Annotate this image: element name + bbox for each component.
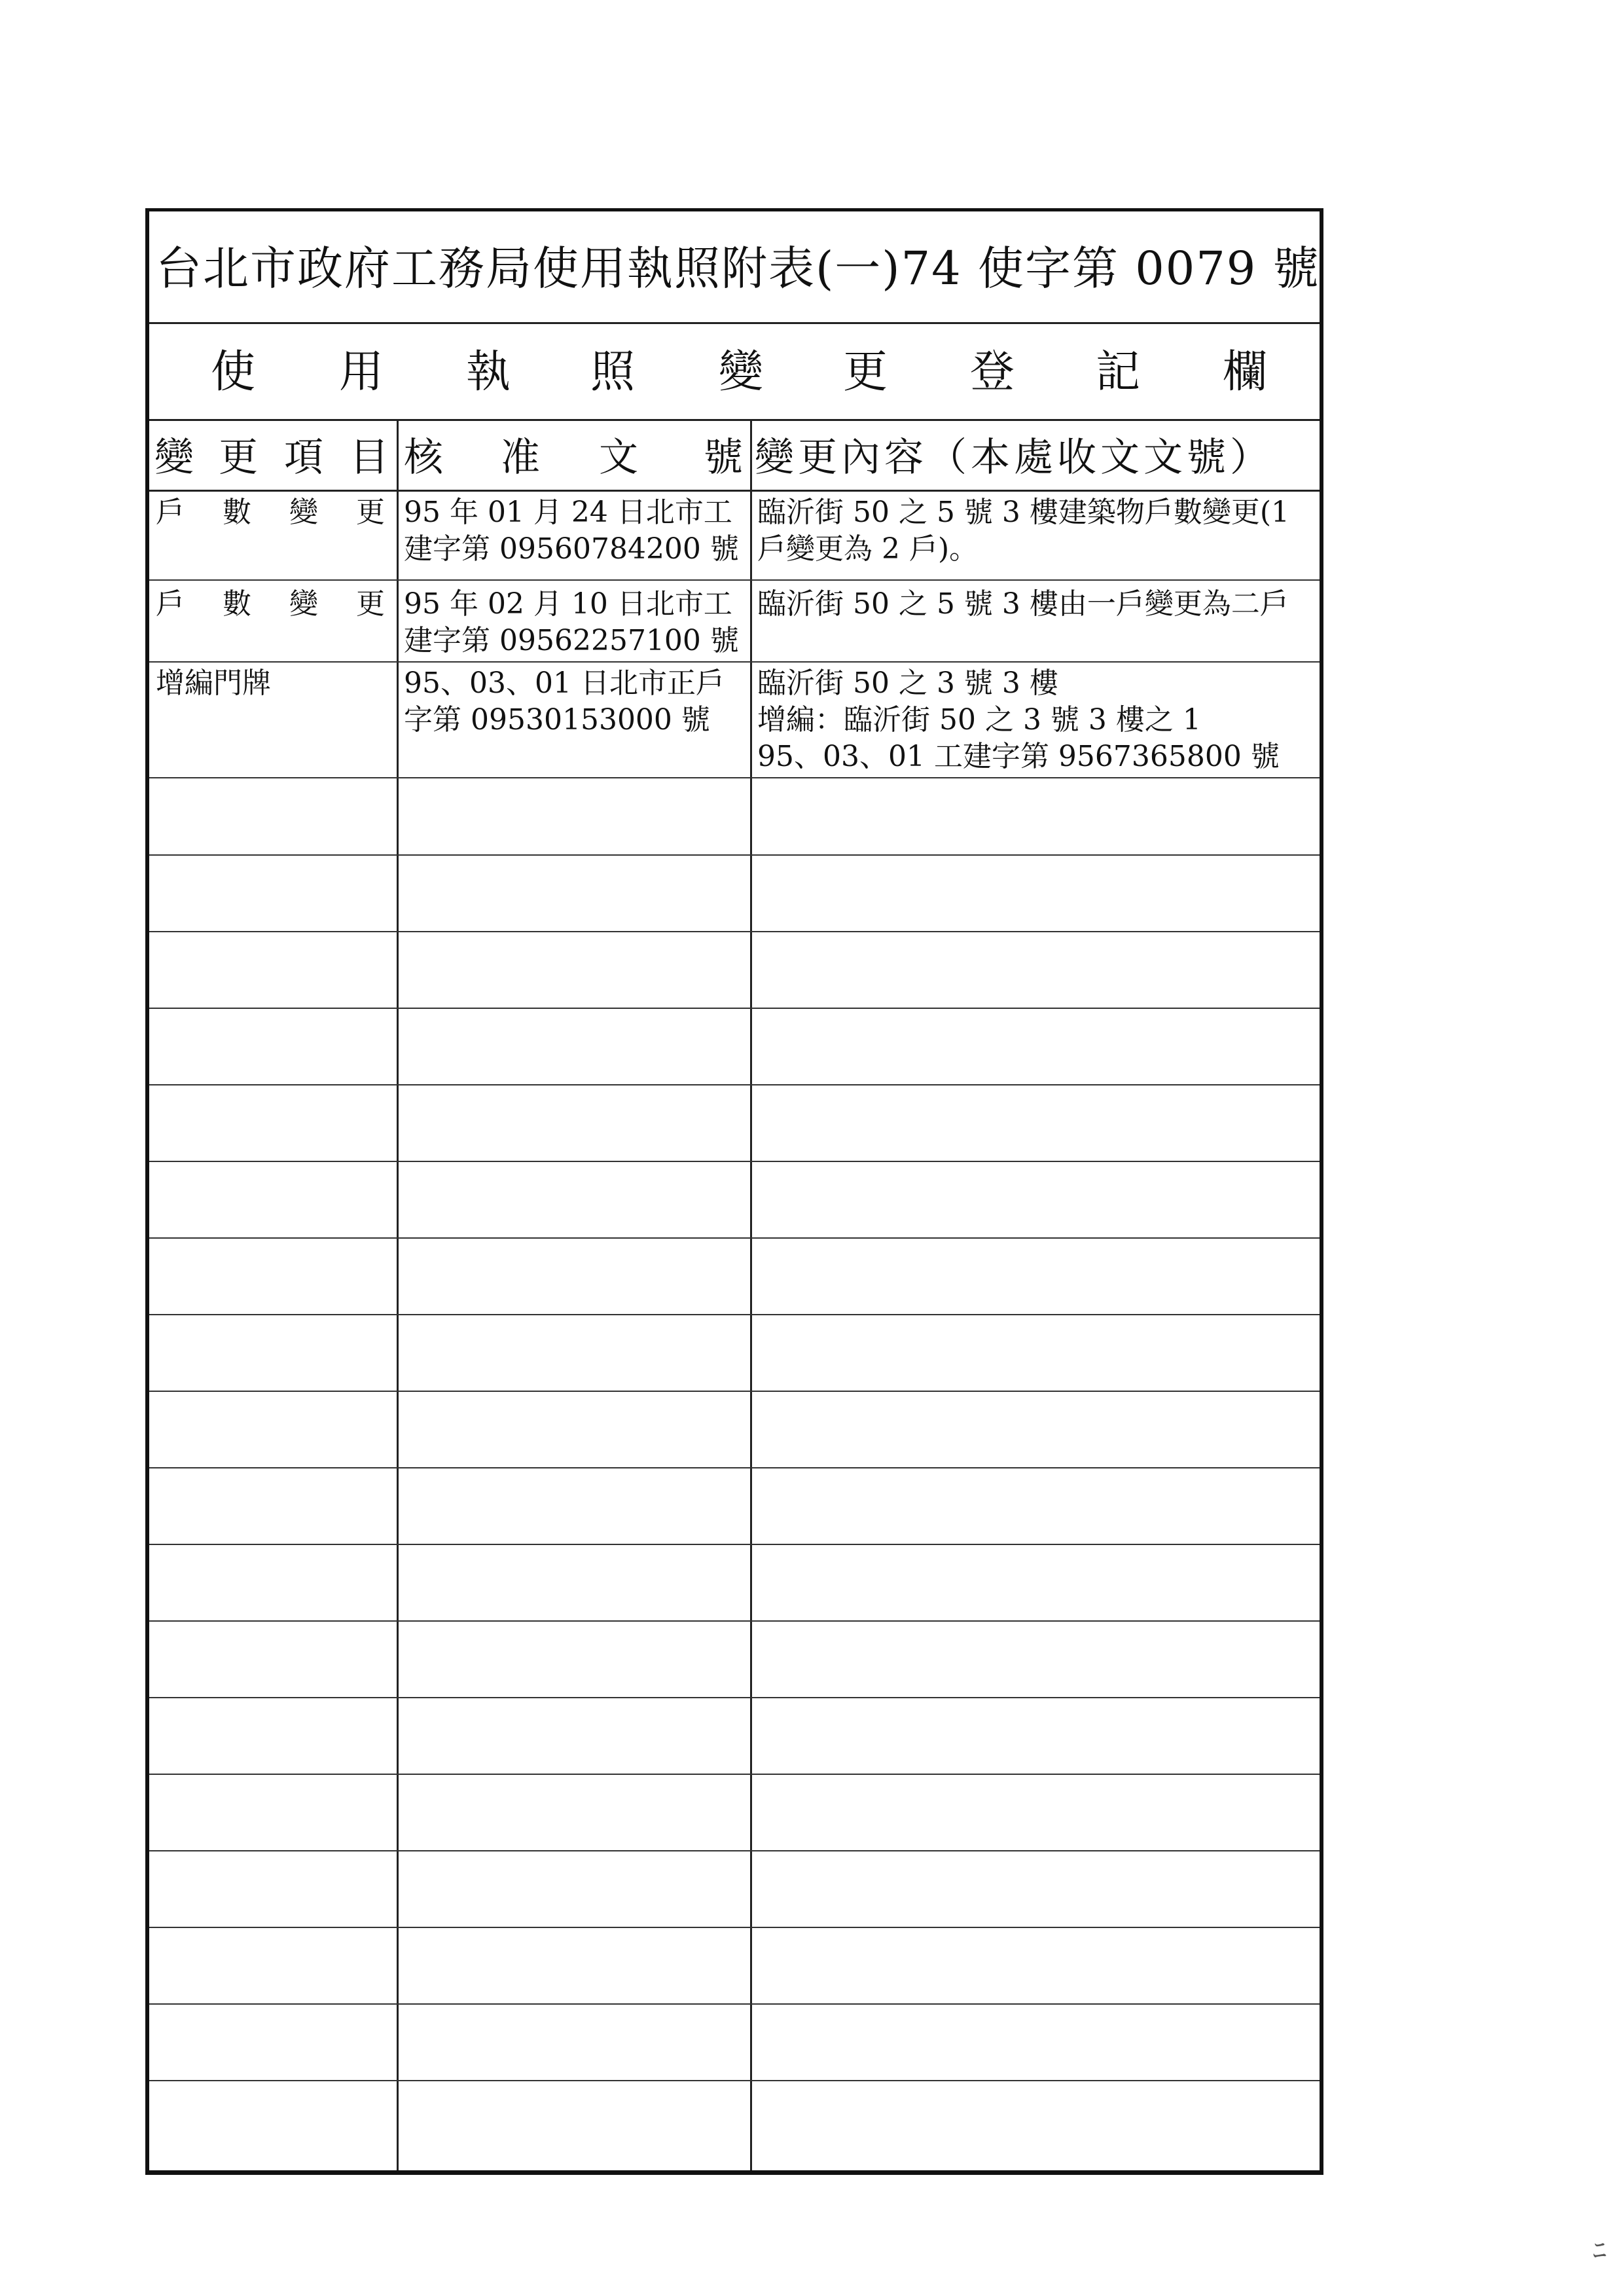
header-char: 變 [154,435,194,481]
banner-char: 用 [338,346,384,398]
banner-char: 執 [465,346,511,398]
banner-char: 使 [210,346,255,398]
approval-line: 95 年 01 月 24 日北市工 [404,496,732,529]
table-row-empty [149,856,1320,932]
item-char: 數 [223,496,251,529]
header-char: 項 [284,435,323,481]
approval-line: 95 年 02 月 10 日北市工 [404,587,732,621]
table-row-empty [149,1468,1320,1545]
table-row-empty [149,1698,1320,1775]
banner-char: 欄 [1222,346,1267,398]
table-row-empty [149,932,1320,1009]
content-line: 臨沂街 50 之 5 號 3 樓建築物戶數變更(1 [757,496,1290,529]
table-row [149,581,1320,663]
form-title-row [149,211,1320,324]
table-row-empty [149,1085,1320,1162]
item-char: 更 [356,496,385,529]
approval-line: 建字第 09560784200 號 [404,532,739,566]
approval-line: 字第 09530153000 號 [404,703,710,737]
banner-char: 變 [718,346,763,398]
item-char: 戶 [156,587,185,621]
item-char: 更 [356,587,385,621]
banner-char: 更 [842,346,888,398]
table-row [149,663,1320,778]
change-registry-banner [149,324,1320,421]
item-char: 變 [289,496,318,529]
header-char: 文 [599,435,638,481]
table-row-empty [149,778,1320,856]
item-char: 變 [289,587,318,621]
approval-no-cell [399,663,750,777]
content-line: 臨沂街 50 之 5 號 3 樓由一戶變更為二戶 [757,587,1289,621]
header-char: 更 [219,435,258,481]
form-title: 台北市政府工務局使用執照附表(一)74 使字第 0079 號 [156,242,1320,295]
change-content-cell [752,492,1320,579]
change-content-cell [752,663,1320,777]
table-row-empty [149,1928,1320,2005]
table-row-empty [149,1392,1320,1468]
header-char: 目 [350,435,389,481]
change-content-cell [752,581,1320,661]
approval-no-cell [399,581,750,661]
header-approval-no [399,421,750,490]
table-row-empty [149,1622,1320,1698]
table-body [149,492,1320,2157]
banner-char: 登 [969,346,1015,398]
approval-no-cell [399,492,750,579]
content-line: 戶變更為 2 戶)。 [757,532,979,566]
content-line: 95、03、01 工建字第 9567365800 號 [757,740,1280,773]
approval-line: 建字第 09562257100 號 [404,624,739,657]
table-row-empty [149,1162,1320,1239]
item-char: 數 [223,587,251,621]
item-text: 增編門牌 [156,666,271,700]
header-content-label: 變更內容（本處收文文號） [755,435,1273,481]
header-change-content [752,421,1320,490]
header-char: 號 [704,435,743,481]
content-line: 增編：臨沂街 50 之 3 號 3 樓之 1 [757,703,1201,737]
approval-line: 95、03、01 日北市正戶 [404,666,725,700]
banner-char: 記 [1095,346,1140,398]
table-row-empty [149,1545,1320,1622]
change-item-cell [149,663,397,777]
change-item-cell [149,492,397,579]
table-row-empty [149,1775,1320,1851]
table-row-empty [149,2081,1320,2157]
table-row [149,492,1320,581]
table-header-row [149,421,1320,492]
change-item-cell [149,581,397,661]
content-line: 臨沂街 50 之 3 號 3 樓 [757,666,1058,700]
header-char: 核 [404,435,443,481]
item-char: 戶 [156,496,185,529]
table-row-empty [149,1851,1320,1928]
table-row-empty [149,1009,1320,1085]
header-char: 准 [501,435,540,481]
usage-permit-form [145,208,1323,2175]
table-row-empty [149,1315,1320,1392]
header-change-item [149,421,397,490]
table-row-empty [149,1239,1320,1315]
scan-edge-mark: ﾆ [1593,2236,1606,2266]
banner-char: 照 [590,346,635,398]
table-row-empty [149,2005,1320,2081]
